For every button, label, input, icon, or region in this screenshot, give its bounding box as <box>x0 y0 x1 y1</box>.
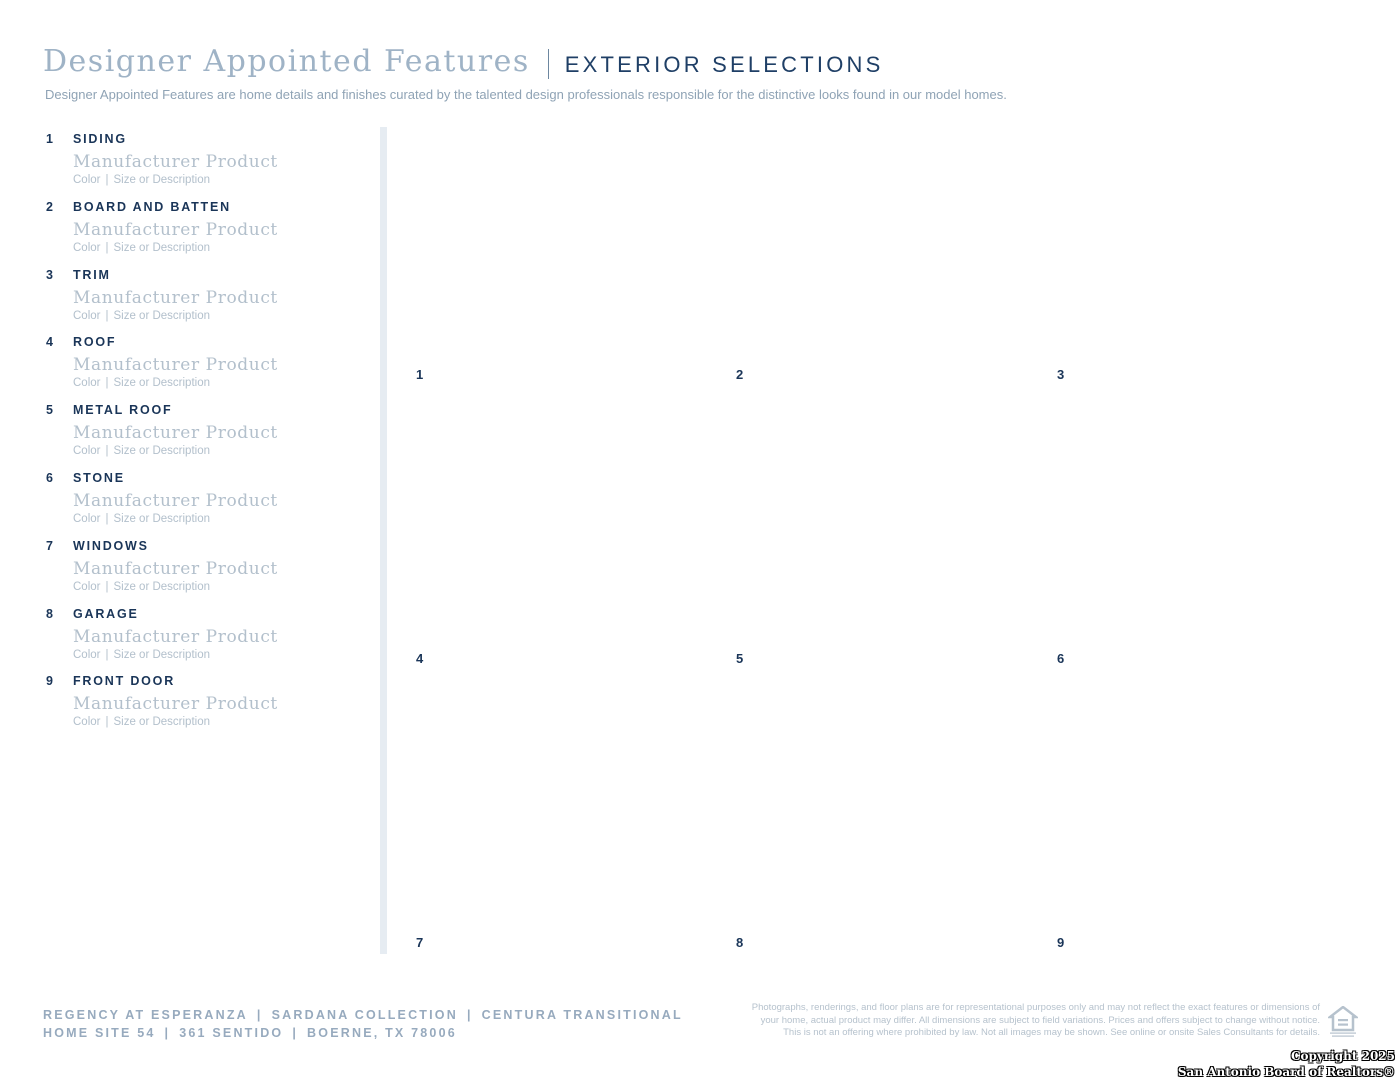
grid-number: 3 <box>1057 367 1065 382</box>
feature-product: Manufacturer Product <box>73 558 278 579</box>
grid-number: 7 <box>416 935 424 950</box>
feature-product: Manufacturer Product <box>73 423 278 444</box>
feature-product: Manufacturer Product <box>73 287 278 308</box>
separator: | <box>105 445 109 458</box>
feature-color: Color <box>73 309 101 322</box>
feature-size: Size or Description <box>113 445 210 458</box>
collection-name: SARDANA COLLECTION <box>271 1008 458 1022</box>
feature-label: METAL ROOF <box>73 403 173 418</box>
disclaimer-line: Photographs, renderings, and floor plans are for representational purposes only and may not reflect the exact features or dimensions of <box>751 1002 1320 1013</box>
feature-product: Manufacturer Product <box>73 490 278 511</box>
separator: | <box>256 1008 263 1022</box>
feature-color: Color <box>73 445 101 458</box>
feature-label: WINDOWS <box>73 538 149 553</box>
feature-size: Size or Description <box>113 174 210 186</box>
feature-number: 5 <box>46 403 53 418</box>
separator: | <box>105 512 109 525</box>
title-divider <box>548 49 549 79</box>
separator: | <box>105 377 109 390</box>
feature-size: Size or Description <box>113 512 210 525</box>
feature-size: Size or Description <box>113 716 210 729</box>
page-title: Designer Appointed Features <box>43 44 530 79</box>
feature-number: 6 <box>46 470 53 485</box>
separator: | <box>292 1026 299 1040</box>
footer-address <box>43 1006 683 1042</box>
home-site: HOME SITE 54 <box>43 1026 156 1040</box>
feature-color: Color <box>73 377 101 390</box>
city-state-zip: BOERNE, TX 78006 <box>307 1026 457 1040</box>
grid-number: 6 <box>1057 651 1065 666</box>
page-subtitle: EXTERIOR SELECTIONS <box>564 51 884 77</box>
intro-text: Designer Appointed Features are home details and finishes curated by the talented design professionals responsible for the distinctive looks found in our model homes. <box>45 87 1007 102</box>
feature-label: GARAGE <box>73 606 139 621</box>
feature-description <box>73 310 210 322</box>
feature-item <box>46 266 366 334</box>
disclaimer-text <box>680 1002 1320 1040</box>
footer-line-1 <box>43 1006 683 1024</box>
community-name: REGENCY AT ESPERANZA <box>43 1008 248 1022</box>
feature-product: Manufacturer Product <box>73 152 278 172</box>
separator: | <box>105 241 109 254</box>
feature-color: Color <box>73 580 101 593</box>
separator: | <box>105 580 109 593</box>
feature-number: 8 <box>46 606 53 621</box>
feature-product: Manufacturer Product <box>73 355 278 376</box>
feature-item <box>46 672 366 740</box>
feature-color: Color <box>73 716 101 729</box>
feature-color: Color <box>73 174 101 186</box>
equal-housing-opportunity-icon <box>1328 1006 1358 1038</box>
separator: | <box>105 309 109 322</box>
grid-number: 1 <box>416 367 424 382</box>
feature-description <box>73 581 210 593</box>
grid-number: 9 <box>1057 935 1065 950</box>
feature-label: STONE <box>73 470 125 485</box>
feature-item <box>46 605 366 673</box>
feature-description <box>73 513 210 525</box>
feature-item <box>46 198 366 266</box>
feature-number: 7 <box>46 538 53 553</box>
page-header <box>43 44 884 79</box>
feature-product: Manufacturer Product <box>73 626 278 647</box>
feature-label: ROOF <box>73 335 117 350</box>
feature-product: Manufacturer Product <box>73 694 278 715</box>
footer-line-2 <box>43 1024 683 1042</box>
separator: | <box>466 1008 473 1022</box>
feature-list <box>46 130 366 740</box>
copyright-watermark <box>1178 1048 1395 1080</box>
street-address: 361 SENTIDO <box>179 1026 284 1040</box>
feature-product: Manufacturer Product <box>73 219 278 240</box>
grid-number: 4 <box>416 651 424 666</box>
feature-number: 2 <box>46 199 53 214</box>
feature-number: 3 <box>46 267 53 282</box>
separator: | <box>105 174 109 186</box>
feature-description <box>73 242 210 254</box>
separator: | <box>105 716 109 729</box>
feature-color: Color <box>73 512 101 525</box>
feature-description <box>73 377 210 389</box>
grid-number: 5 <box>736 651 744 666</box>
feature-size: Size or Description <box>113 309 210 322</box>
feature-number: 4 <box>46 335 53 350</box>
feature-description <box>73 445 210 457</box>
feature-description <box>73 716 210 728</box>
vertical-divider-bar <box>380 127 387 954</box>
grid-number: 2 <box>736 367 744 382</box>
feature-size: Size or Description <box>113 580 210 593</box>
feature-item <box>46 130 366 198</box>
feature-label: FRONT DOOR <box>73 674 176 689</box>
feature-item <box>46 401 366 469</box>
feature-color: Color <box>73 241 101 254</box>
separator: | <box>164 1026 171 1040</box>
copyright-line: Copyright 2025 <box>1290 1049 1395 1063</box>
feature-size: Size or Description <box>113 241 210 254</box>
feature-item <box>46 537 366 605</box>
feature-color: Color <box>73 648 101 661</box>
feature-size: Size or Description <box>113 377 210 390</box>
separator: | <box>105 648 109 661</box>
feature-number: 1 <box>46 132 53 146</box>
feature-item <box>46 469 366 537</box>
feature-number: 9 <box>46 674 53 689</box>
disclaimer-line: This is not an offering where prohibited by law. Not all images may be shown. See online or onsite Sales Consultants for details. <box>783 1027 1320 1038</box>
plan-name: CENTURA TRANSITIONAL <box>481 1008 683 1022</box>
feature-description <box>73 649 210 661</box>
feature-description <box>73 174 210 186</box>
copyright-line: San Antonio Board of Realtors® <box>1177 1065 1395 1079</box>
feature-label: SIDING <box>73 132 127 146</box>
feature-label: BOARD AND BATTEN <box>73 199 231 214</box>
feature-size: Size or Description <box>113 648 210 661</box>
grid-number: 8 <box>736 935 744 950</box>
feature-label: TRIM <box>73 267 111 282</box>
feature-item <box>46 333 366 401</box>
disclaimer-line: your home, actual product may differ. All dimensions are subject to field variations. Prices and offers subject to change without notice. <box>760 1014 1320 1026</box>
